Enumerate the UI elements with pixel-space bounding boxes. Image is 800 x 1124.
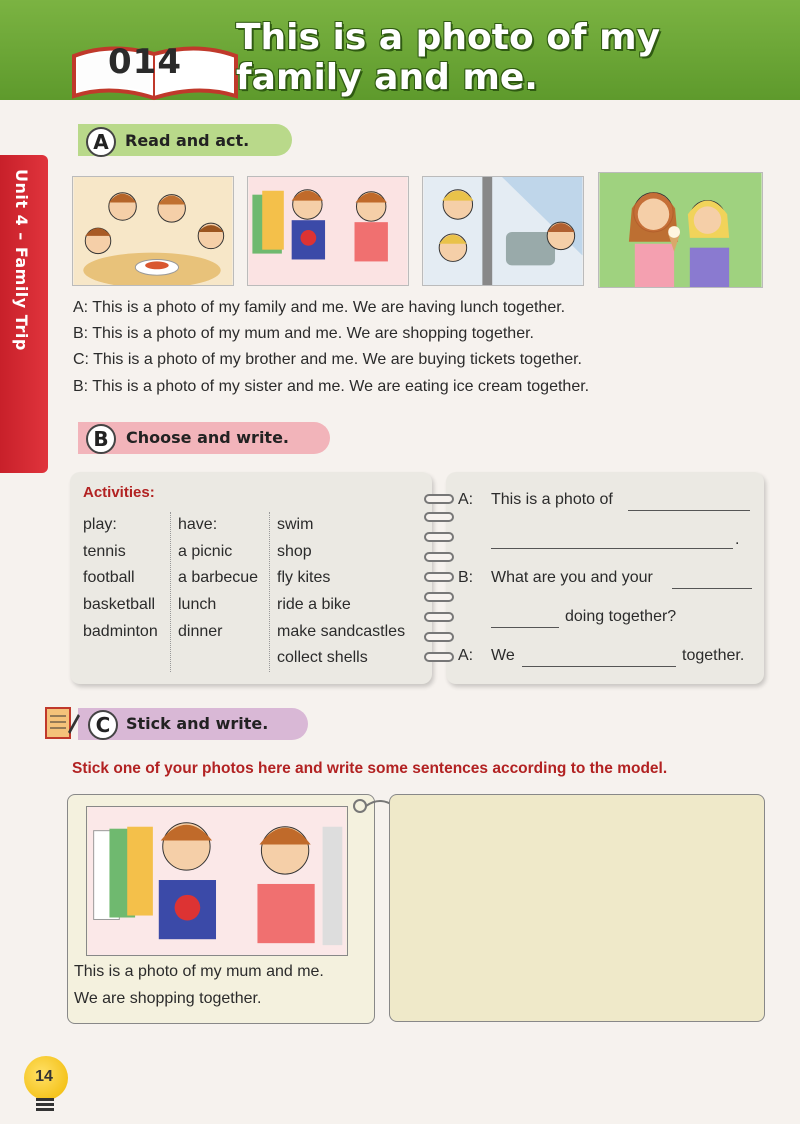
activity-item: a barbecue [178, 569, 259, 587]
section-a-letter: A [86, 127, 116, 157]
page-number: 14 [35, 1068, 53, 1085]
activity-item: a picnic [178, 542, 233, 560]
activity-item: football [83, 569, 135, 587]
unit-label: Unit 4 – Family Trip [12, 169, 31, 351]
activity-item: dinner [178, 622, 223, 640]
photo-family-lunch [72, 176, 234, 286]
activity-item: badminton [83, 622, 158, 640]
activity-item: play: [83, 516, 117, 533]
photo-mum-shopping [247, 176, 409, 286]
dialogue-line-3: We [491, 647, 515, 664]
sentence-a-3: C: This is a photo of my brother and me. We are buying tickets together. [73, 351, 582, 368]
activities-title: Activities: [83, 484, 155, 501]
notebook-pencil-icon [44, 704, 80, 742]
activity-item: fly kites [277, 569, 331, 587]
activity-item: tennis [83, 542, 126, 560]
section-a-label: Read and act. [125, 131, 250, 150]
binder-ring [424, 494, 454, 504]
binder-ring [424, 592, 454, 602]
sentence-a-2: B: This is a photo of my mum and me. We are shopping together. [73, 325, 534, 342]
photo-buying-tickets [422, 176, 584, 286]
model-photo-mum-shopping [86, 806, 348, 956]
page-title [236, 18, 776, 98]
activity-item: basketball [83, 596, 156, 614]
answer-blank-4[interactable] [491, 627, 559, 628]
activity-item: have: [178, 516, 218, 533]
dialogue-line-1: This is a photo of [491, 491, 613, 508]
dialogue-line-3-end: together. [682, 647, 745, 664]
answer-blank-5[interactable] [522, 666, 676, 667]
column-divider [269, 512, 270, 672]
title-line-2: family and me. [236, 57, 538, 98]
activity-item: lunch [178, 596, 217, 614]
binder-ring [424, 512, 454, 522]
answer-blank-3[interactable] [672, 588, 752, 589]
sentence-a-1: A: This is a photo of my family and me. We are having lunch together. [73, 299, 566, 316]
section-c-letter: C [88, 710, 118, 740]
dialogue-line-2: What are you and your [491, 569, 653, 586]
binder-ring [424, 612, 454, 622]
binder-ring [424, 632, 454, 642]
writing-area[interactable] [389, 794, 765, 1022]
photo-eating-ice-cream [598, 172, 763, 288]
binder-ring [424, 552, 454, 562]
activity-item: shop [277, 542, 312, 560]
activities-column-have [178, 512, 258, 645]
section-b-label: Choose and write. [126, 428, 290, 447]
page-number-bulb [24, 1056, 68, 1100]
bulb-base-icon [36, 1098, 54, 1112]
dialogue-line-2-cont: doing together? [565, 608, 677, 625]
activity-item: collect shells [277, 649, 368, 667]
dialogue-period: . [735, 531, 740, 548]
activities-column-play [83, 512, 158, 645]
model-sentence-1: This is a photo of my mum and me. [74, 963, 324, 980]
binder-ring [424, 532, 454, 542]
section-c-label: Stick and write. [126, 714, 269, 733]
dialogue-speaker-a: A: [458, 491, 474, 508]
sentence-a-4: B: This is a photo of my sister and me. We are eating ice cream together. [73, 378, 590, 395]
binder-ring [424, 572, 454, 582]
column-divider [170, 512, 171, 672]
lesson-number: 014 [108, 42, 182, 82]
title-line-1: This is a photo of my [236, 17, 661, 58]
dialogue-speaker-a2: A: [458, 647, 474, 664]
answer-blank-2[interactable] [491, 548, 733, 549]
section-c-instruction: Stick one of your photos here and write some sentences according to the model. [72, 760, 668, 777]
model-sentence-2: We are shopping together. [74, 990, 262, 1007]
activity-item: swim [277, 516, 314, 533]
unit-side-tab [0, 155, 48, 473]
activity-item: make sandcastles [277, 622, 406, 640]
activity-item: ride a bike [277, 596, 351, 614]
section-b-letter: B [86, 424, 116, 454]
binder-ring [424, 652, 454, 662]
activities-column-other [277, 512, 405, 672]
answer-blank-1[interactable] [628, 510, 750, 511]
dialogue-speaker-b: B: [458, 569, 474, 586]
